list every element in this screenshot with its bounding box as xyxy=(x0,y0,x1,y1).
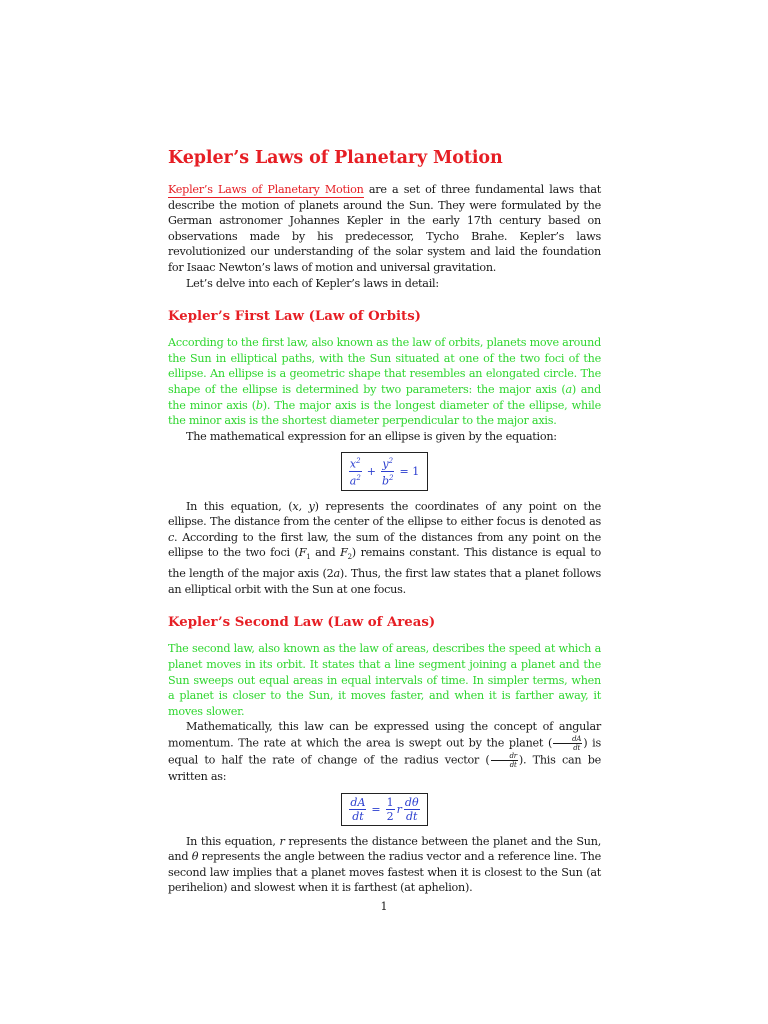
fraction-dtheta-dt: $\frac{d\theta}{dt}$ xyxy=(404,795,419,823)
inline-fraction-dr-dt: $\frac{dr}{dt}$ xyxy=(491,752,518,769)
first-law-green-paragraph: According to the first law, also known as the law of orbits, planets move around the Sun in elliptical paths, with the Sun situated at one of the two foci of the ellipse. An ellipse is a geometric shape that resembles an elongated circle. The shape of the ellipse is determined by two parameters: the major axis (a) and the minor axis (b). The major axis is the longest diameter of the ellipse, while the minor axis is the shortest diameter perpendicular to the major axis. xyxy=(168,336,601,428)
ellipse-expression-intro: The mathematical expression for an ellipse is given by the equation: xyxy=(186,429,557,443)
fraction-y2-b2: $\frac{y^2}{b^2}$ xyxy=(382,457,394,488)
second-law-heading: Kepler’s Second Law (Law of Areas) xyxy=(168,615,436,631)
first-law-heading: Kepler’s First Law (Law of Orbits) xyxy=(168,309,421,325)
intro-link[interactable]: Kepler’s Laws of Planetary Motion xyxy=(168,183,364,196)
document-body xyxy=(168,148,601,896)
inline-fraction-dA-dt: $\frac{dA}{dt}$ xyxy=(553,735,582,752)
ellipse-equation: $\frac{x^2}{a^2}$ + $\frac{y^2}{b^2}$ = 1 xyxy=(341,452,428,490)
second-law-green-paragraph: The second law, also known as the law of areas, describes the speed at which a planet moves in its orbit. It states that a line segment joining a planet and the Sun sweeps out equal areas in equal intervals of time. In simpler terms, when a planet is closer to the Sun, it moves faster, and when it is farther away, it moves slower. xyxy=(168,642,601,718)
fraction-one-half: $\frac{1}{2}$ xyxy=(386,795,394,823)
first-law-explanation: In this equation, (x, y) represents the coordinates of any point on the ellipse. The distance from the center of the ellipse to either focus is denoted as c. According to the first law, the sum of the distances from any point on the ellipse to the two foci ($F_1$ and $F_2$) remains constant. This distance is equal to the length of the major axis (2a). Thus, the first law states that a planet follows an elliptical orbit with the Sun at one focus. xyxy=(168,499,602,596)
fraction-dA-dt: $\frac{dA}{dt}$ xyxy=(350,795,366,823)
intro-paragraph: Kepler’s Laws of Planetary Motion are a set of three fundamental laws that describe the motion of planets around the Sun. They were formulated by the German astronomer Johannes Kepler in the early 17th century based on observations made by his predecessor, Tycho Brahe. Kepler’s laws revolutionized our understanding of the solar system and laid the foundation for Isaac Newton’s laws of motion and universal gravitation. xyxy=(168,183,602,274)
areal-velocity-equation: $\frac{dA}{dt}$ = $\frac{1}{2}$ r $\frac{d\theta}{dt}$ xyxy=(341,793,427,826)
page-title: Kepler’s Laws of Planetary Motion xyxy=(168,148,503,168)
second-law-explanation: In this equation, r represents the distance between the planet and the Sun, and θ represents the angle between the radius vector and a reference line. The second law implies that a planet moves fastest when it is closest to the Sun (at perihelion) and slowest when it is farthest (at aphelion). xyxy=(168,834,602,895)
delve-paragraph: Let’s delve into each of Kepler’s laws in detail: xyxy=(186,276,439,290)
angular-momentum-paragraph: Mathematically, this law can be expressed using the concept of angular momentum. The rate at which the area is swept out by the planet ( $\frac{dA}{dt}$ ) is equal to half the rate of change of the radius vector ( $\frac{dr}{dt}$ ). This can be written as: xyxy=(168,720,601,783)
fraction-x2-a2: $\frac{x^2}{a^2}$ xyxy=(349,457,361,488)
page-number: 1 xyxy=(380,900,388,913)
